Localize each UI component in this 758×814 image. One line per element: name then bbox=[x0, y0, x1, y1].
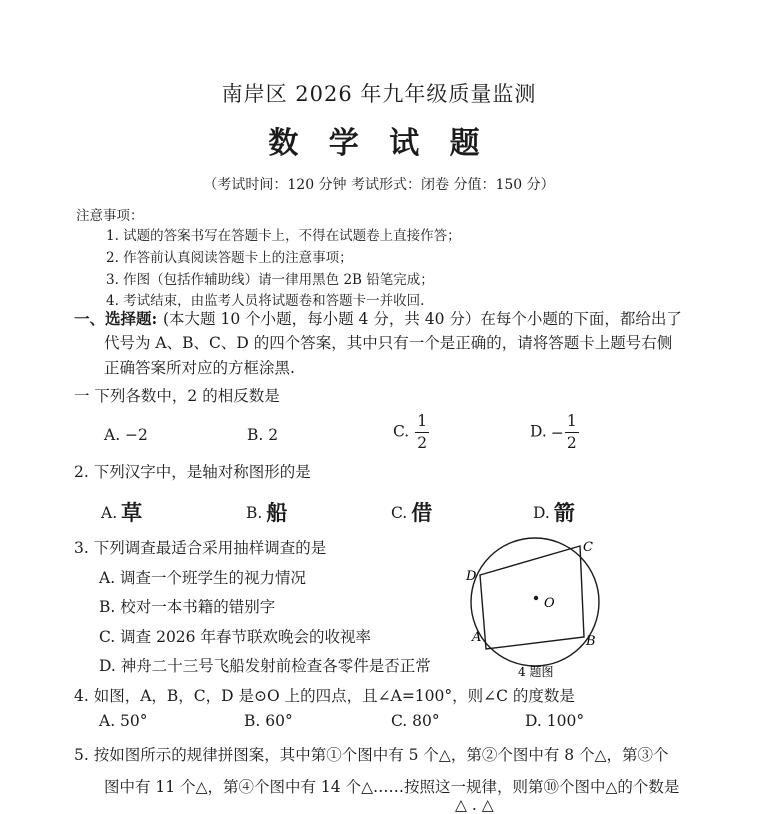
note-item: 1. 试题的答案书写在答题卡上，不得在试题卷上直接作答； bbox=[106, 228, 461, 244]
option-character: 船 bbox=[266, 500, 288, 525]
q1-option-a: A. −2 bbox=[104, 426, 148, 444]
label-a: A bbox=[472, 630, 482, 645]
question-4-stem: 4. 如图，A，B，C，D 是⊙O 上的四点，且∠A=100°，则∠C 的度数是 bbox=[74, 687, 575, 705]
question-5-line: 5. 按如图所示的规律拼图案，其中第①个图中有 5 个△，第②个图中有 8 个△，第③个 bbox=[74, 746, 669, 764]
q1-option-b: B. 2 bbox=[247, 426, 279, 444]
q1-option-c bbox=[393, 414, 429, 451]
fraction-numerator: 1 bbox=[415, 414, 429, 433]
fraction-denominator: 2 bbox=[417, 433, 428, 452]
circle-figure bbox=[455, 528, 615, 688]
label-b: B bbox=[586, 634, 596, 649]
label-c: C bbox=[583, 540, 593, 555]
notes-heading: 注意事项： bbox=[76, 208, 144, 224]
question-5-line: 图中有 11 个△，第④个图中有 14 个△……按照这一规律，则第⑩个图中△的个数是 bbox=[104, 778, 680, 796]
q2-option-b bbox=[246, 497, 287, 527]
fraction-numerator: 1 bbox=[565, 414, 579, 433]
fraction-denominator: 2 bbox=[566, 433, 577, 452]
note-item: 3. 作图（包括作辅助线）请一律用黑色 2B 铅笔完成； bbox=[106, 272, 434, 288]
option-character: 草 bbox=[121, 500, 143, 525]
question-1-stem: 一 下列各数中，2 的相反数是 bbox=[74, 387, 280, 405]
q2-option-a bbox=[101, 497, 142, 527]
q1-option-d-letter: D. bbox=[530, 422, 547, 441]
q1-option-d bbox=[530, 414, 579, 451]
exam-info: （考试时间：120 分钟 考试形式：闭卷 分值：150 分） bbox=[203, 177, 555, 193]
option-letter: C. bbox=[391, 504, 408, 522]
q4-option-a: A. 50° bbox=[99, 712, 148, 730]
quadrilateral-abcd bbox=[480, 546, 584, 649]
q3-option-a: A. 调查一个班学生的视力情况 bbox=[99, 569, 307, 587]
option-letter: B. bbox=[246, 504, 263, 522]
question-3-stem: 3. 下列调查最适合采用抽样调查的是 bbox=[74, 539, 327, 557]
q2-option-d bbox=[533, 497, 575, 527]
option-character: 箭 bbox=[553, 500, 575, 525]
center-point bbox=[534, 596, 538, 600]
q1-option-c-fraction bbox=[415, 414, 429, 451]
option-letter: A. bbox=[101, 504, 118, 522]
q4-option-d: D. 100° bbox=[525, 712, 585, 730]
figure-caption: 4 题图 bbox=[518, 665, 554, 679]
note-item: 2. 作答前认真阅读答题卡上的注意事项； bbox=[106, 250, 353, 266]
q3-option-d: D. 神舟二十三号飞船发射前检查各零件是否正常 bbox=[99, 657, 431, 675]
section-label: 一、选择题: bbox=[74, 309, 158, 328]
label-o: O bbox=[544, 596, 555, 611]
q1-option-c-letter: C. bbox=[393, 422, 410, 441]
option-letter: D. bbox=[533, 504, 550, 522]
exam-title: 南岸区 2026 年九年级质量监测 bbox=[221, 82, 537, 106]
section-instruction: (本大题 10 个小题，每小题 4 分，共 40 分）在每个小题的下面，都给出了 bbox=[163, 310, 682, 328]
section-instruction: 正确答案所对应的方框涂黑. bbox=[104, 359, 295, 377]
q4-option-b: B. 60° bbox=[244, 712, 293, 730]
label-d: D bbox=[466, 569, 477, 584]
q4-option-c: C. 80° bbox=[391, 712, 440, 730]
q1-option-d-sign: − bbox=[550, 423, 564, 442]
section-instruction: 代号为 A、B、C、D 的四个答案，其中只有一个是正确的，请将答题卡上题号右侧 bbox=[104, 334, 673, 352]
q1-option-d-fraction bbox=[565, 414, 579, 451]
q2-option-c bbox=[391, 497, 432, 527]
q3-option-b: B. 校对一本书籍的错别字 bbox=[99, 598, 276, 616]
q3-option-c: C. 调查 2026 年春节联欢晚会的收视率 bbox=[99, 628, 371, 646]
question-2-stem: 2. 下列汉字中，是轴对称图形的是 bbox=[74, 463, 311, 481]
exam-subject: 数 学 试 题 bbox=[268, 126, 490, 161]
note-item: 4. 考试结束，由监考人员将试题卷和答题卡一并收回. bbox=[106, 293, 425, 309]
q5-figure-partial: △ . △ bbox=[455, 796, 494, 814]
option-character: 借 bbox=[411, 500, 433, 525]
